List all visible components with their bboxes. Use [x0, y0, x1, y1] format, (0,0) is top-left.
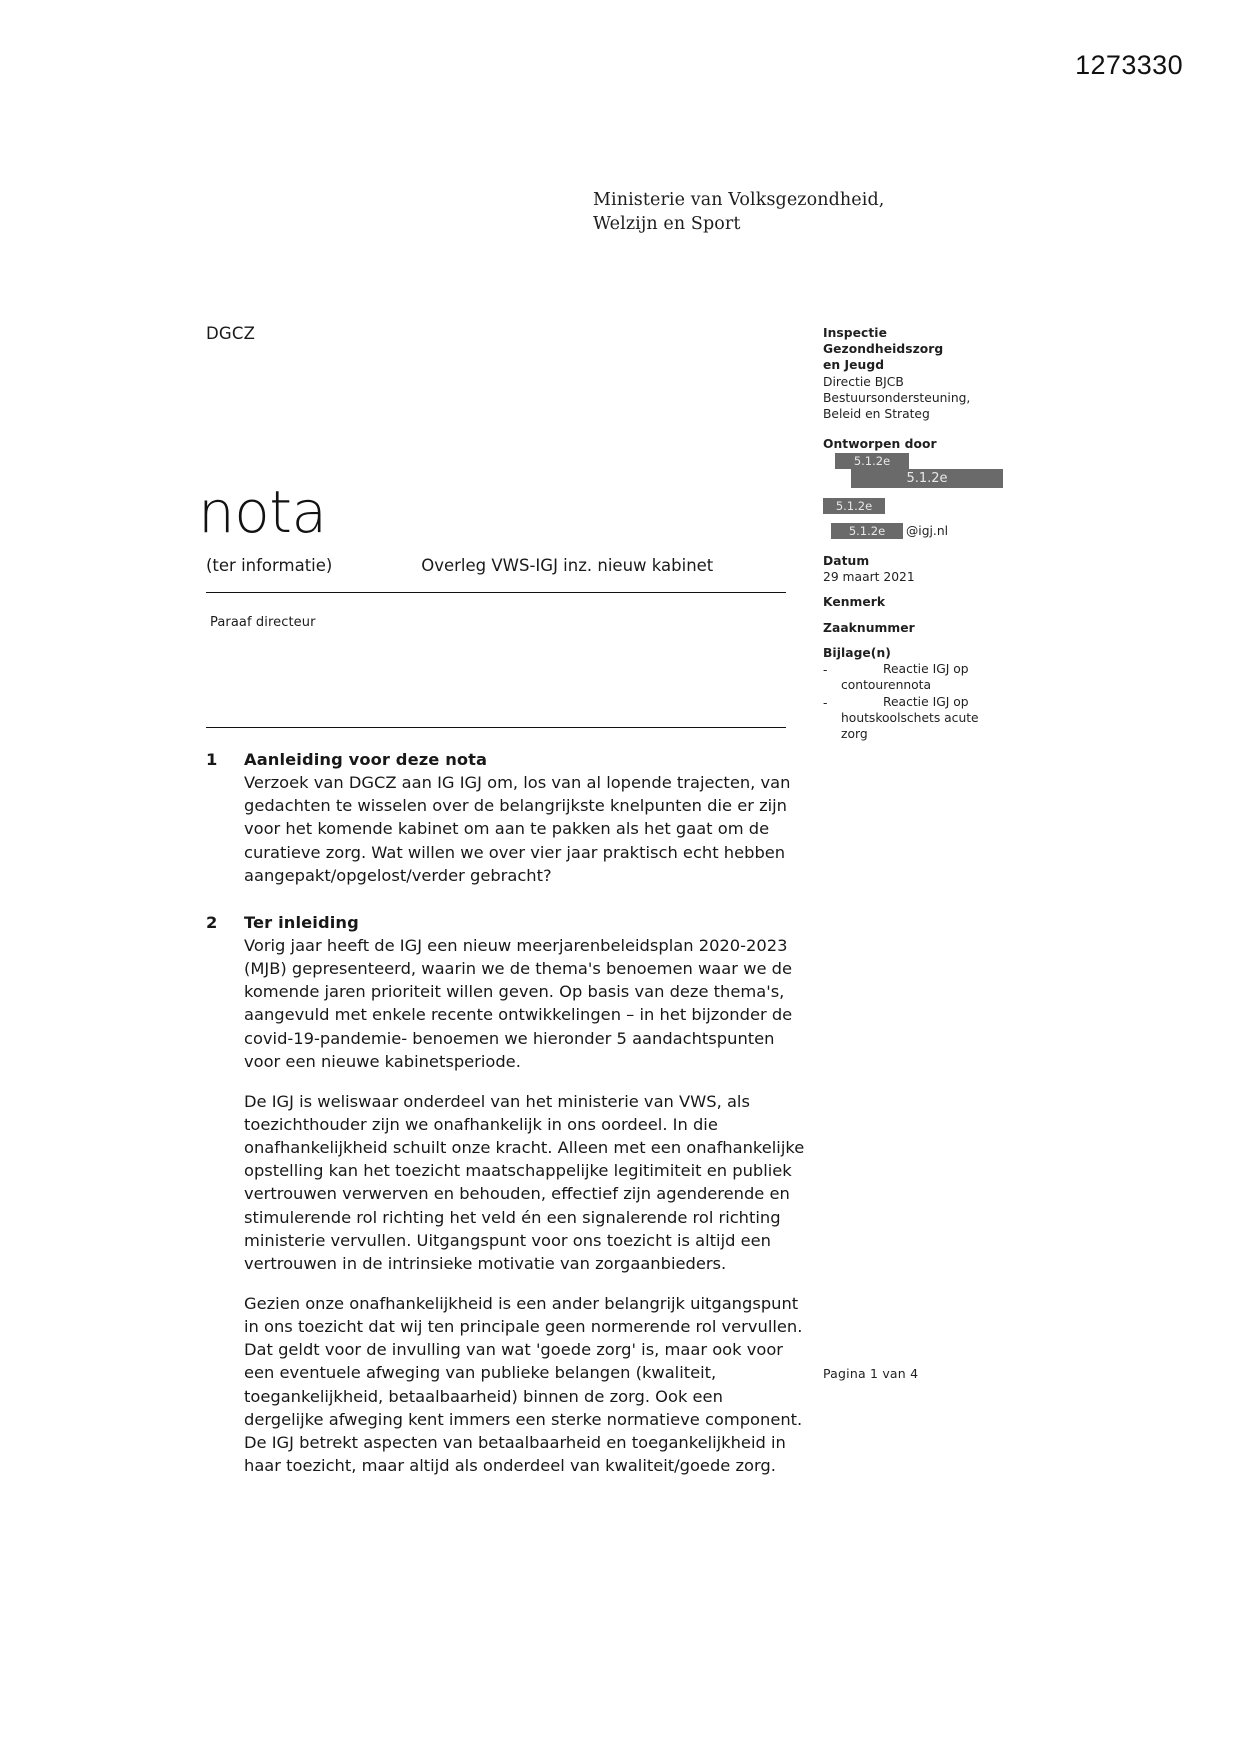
- ministry-line-1: Ministerie van Volksgezondheid,: [593, 190, 885, 210]
- paragraph: Gezien onze onafhankelijkheid is een ander belangrijk uitgangspunt in ons toezicht dat wij ten principale geen normerende rol vervullen. Dat geldt voor de invulling van wat 'goede zorg' is, maar ook voor een eventuele afweging van publieke belangen (kwaliteit, toegankelijkheid, betaalbaarheid) binnen de zorg. Ook een dergelijke afweging kent immers een sterke normatieve component. De IGJ betrekt aspecten van betaalbaarheid en toegankelijkheid in haar toezicht, maar altijd als onderdeel van kwaliteit/goede zorg.: [244, 1293, 803, 1475]
- ministry-line-2: Welzijn en Sport: [593, 214, 741, 235]
- section-1: [206, 748, 806, 887]
- divider-primary: [206, 592, 786, 593]
- org-name-line-2: en Jeugd: [823, 358, 885, 373]
- bijlage-text: Reactie IGJ op contourennota: [841, 662, 969, 693]
- section-number: 2: [206, 912, 218, 932]
- redaction-box-2: 5.1.2e: [851, 469, 1003, 488]
- nota-kind: (ter informatie): [206, 556, 333, 575]
- kenmerk-label: Kenmerk: [823, 595, 886, 610]
- redaction-box-1: 5.1.2e: [835, 453, 909, 469]
- nota-subject: Overleg VWS-IGJ inz. nieuw kabinet: [421, 556, 714, 575]
- section-body: [244, 771, 806, 887]
- org-name-line-1: Inspectie Gezondheidszorg: [823, 326, 944, 357]
- paragraph: Verzoek van DGCZ aan IG IGJ om, los van al lopende trajecten, van gedachten te wisselen over de belangrijkste knelpunten die er zijn voor het komende kabinet om aan te pakken als het gaat om de curatieve zorg. Wat willen we over vier jaar praktisch echt hebben aangepakt/opgelost/verder gebracht?: [244, 773, 791, 885]
- section-heading: Ter inleiding: [244, 912, 359, 932]
- directie-line: Directie BJCB: [823, 374, 904, 389]
- paraaf-directeur-label: Paraaf directeur: [210, 615, 316, 630]
- unit-line-2: Beleid en Strateg: [823, 407, 930, 422]
- bijlage-item: [823, 662, 1003, 694]
- document-body: [206, 748, 806, 1501]
- unit-line-1: Bestuursondersteuning,: [823, 390, 971, 405]
- ontworpen-door-label: Ontworpen door: [823, 437, 937, 452]
- paragraph: Vorig jaar heeft de IGJ een nieuw meerjarenbeleidsplan 2020-2023 (MJB) gepresenteerd, waarin we de thema's benoemen waar we de komende jaren prioriteit willen geven. Op basis van deze thema's, aangevuld met enkele recente ontwikkelingen – in het bijzonder de covid-19-pandemie- benoemen we hieronder 5 aandachtspunten voor een nieuwe kabinetsperiode.: [244, 935, 793, 1071]
- document-number: 1273330: [1075, 50, 1183, 80]
- redaction-box-4: 5.1.2e: [831, 523, 903, 539]
- bijlage-item: [823, 695, 1003, 743]
- page-title: nota: [198, 478, 327, 546]
- paragraph: De IGJ is weliswaar onderdeel van het ministerie van VWS, als toezichthouder zijn we onafhankelijk in ons oordeel. In die onafhankelijkheid schuilt onze kracht. Alleen met een onafhankelijke opstelling kan het toezicht maatschappelijke legitimiteit en publiek vertrouwen verwerven en behouden, effectief zijn agenderende en stimulerende rol richting het veld én een signalerende rol richting ministerie vervullen. Uitgangspunt voor ons toezicht is altijd een vertrouwen in de intrinsieke motivatie van zorgaanbieders.: [244, 1091, 805, 1273]
- section-2: [206, 911, 806, 1477]
- bijlage-dash: -: [823, 696, 828, 711]
- bijlage-label: Bijlage(n): [823, 645, 891, 660]
- divider-secondary: [206, 727, 786, 728]
- email-domain-suffix: @igj.nl: [906, 523, 949, 538]
- bijlage-text: Reactie IGJ op houtskoolschets acute zorg: [841, 695, 979, 742]
- redaction-row-2: [823, 469, 1003, 488]
- redaction-row-4: [823, 523, 1003, 540]
- metadata-sidebar: [823, 325, 1003, 743]
- redaction-row-1: [823, 453, 1003, 470]
- subtitle-row: [206, 556, 786, 575]
- datum-label: Datum: [823, 554, 870, 569]
- section-body: [244, 934, 806, 1477]
- redaction-box-3: 5.1.2e: [823, 498, 885, 514]
- redaction-row-3: [823, 497, 1003, 514]
- bijlage-dash: -: [823, 663, 828, 678]
- section-heading: Aanleiding voor deze nota: [244, 750, 488, 769]
- section-number: 1: [206, 750, 218, 769]
- zaaknummer-label: Zaaknummer: [823, 620, 915, 635]
- page-footer: Pagina 1 van 4: [823, 1366, 919, 1381]
- ministry-logo-text: [593, 188, 884, 236]
- addressee: DGCZ: [206, 324, 256, 343]
- datum-value: 29 maart 2021: [823, 570, 915, 585]
